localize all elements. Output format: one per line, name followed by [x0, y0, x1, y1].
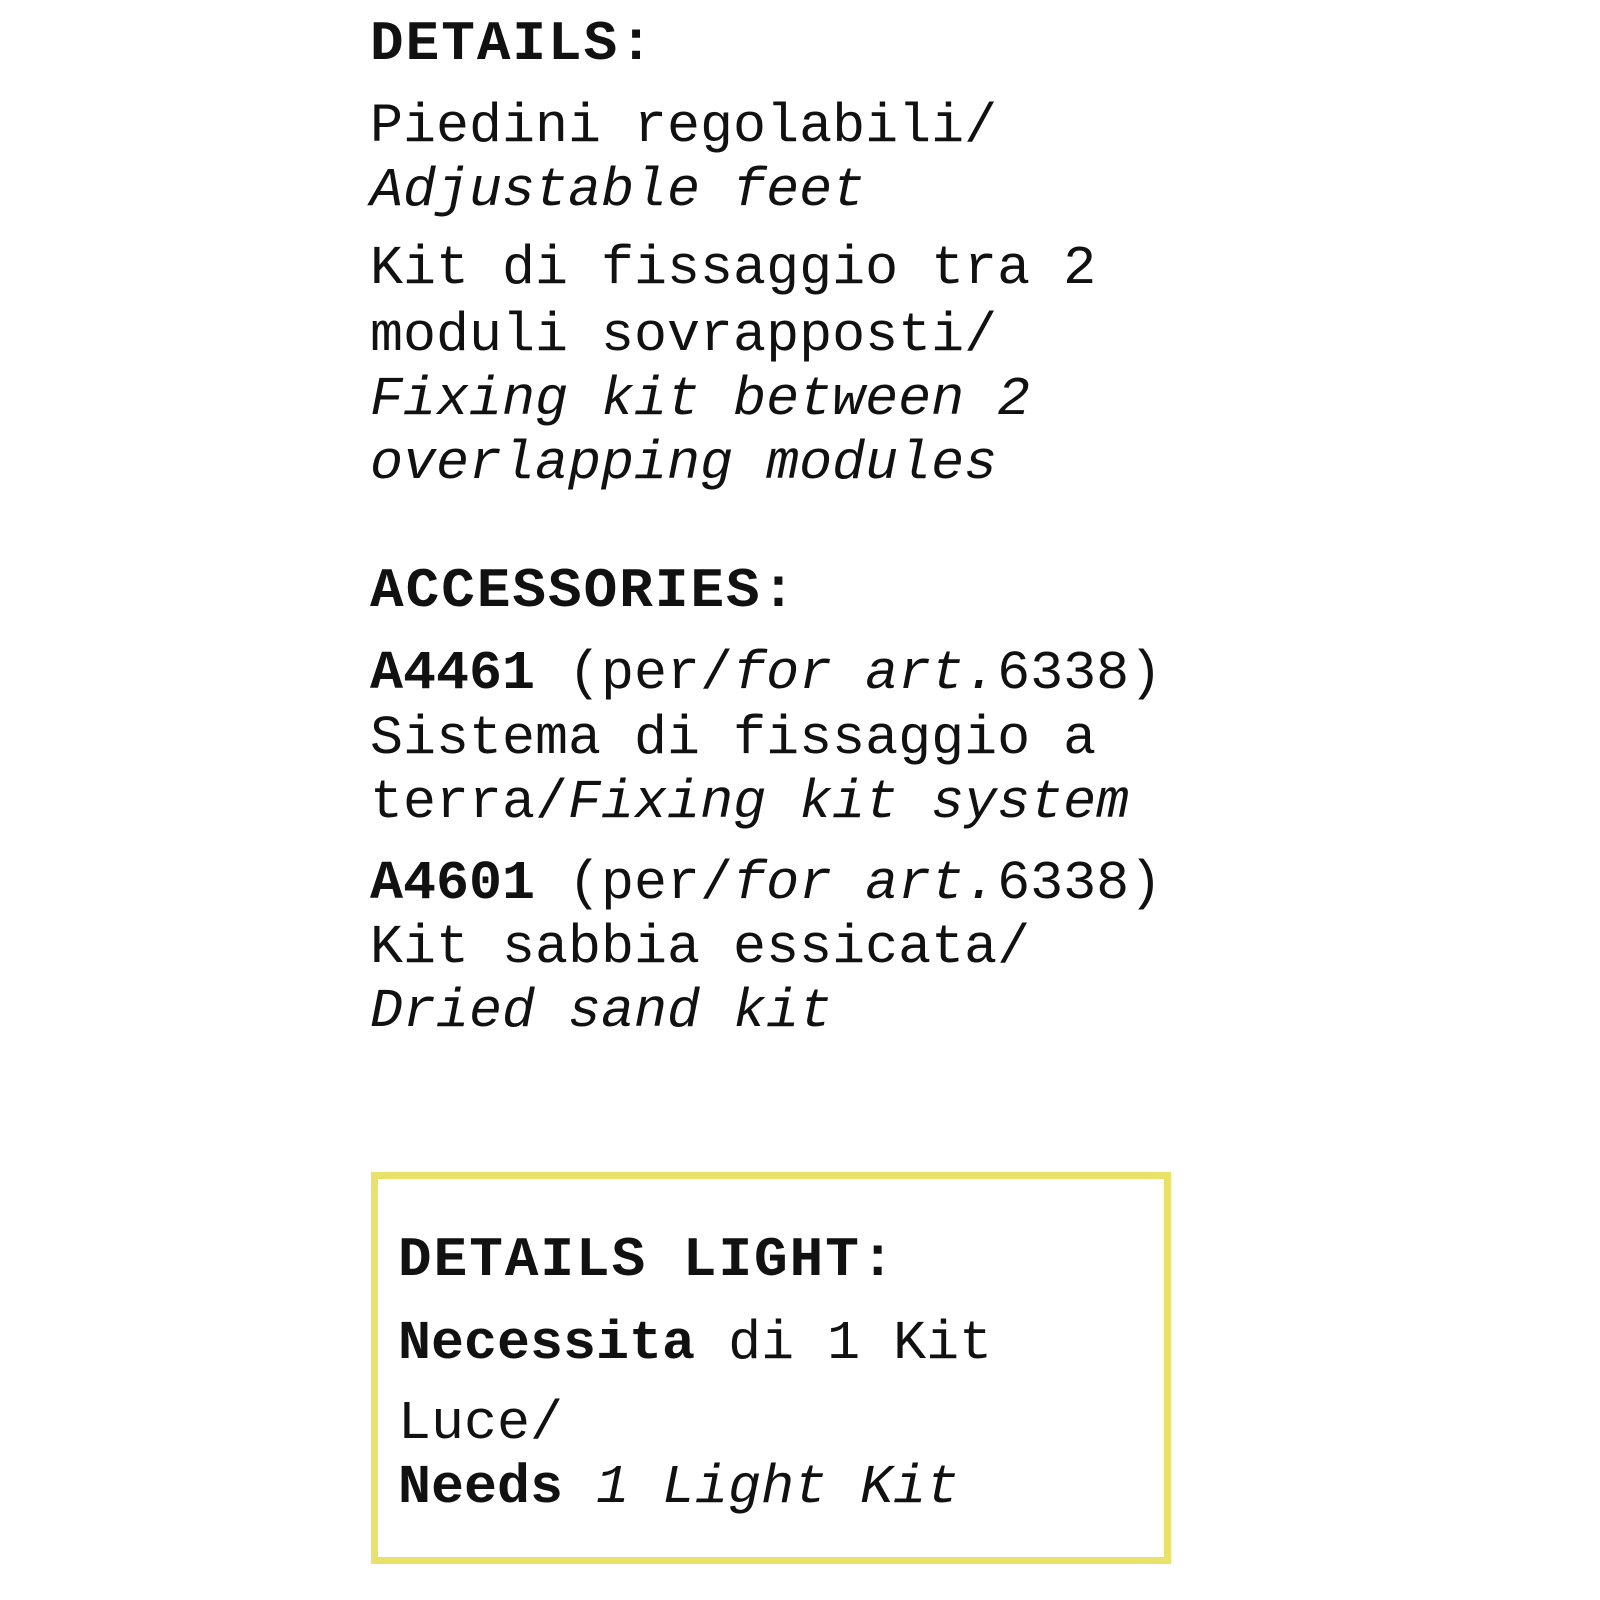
details-heading: DETAILS: [370, 12, 655, 76]
light-kit-italian-line1 [398, 1312, 993, 1375]
accessory-a4601-header [370, 852, 1163, 915]
fixing-kit-english-line1: Fixing kit between 2 [370, 368, 1031, 431]
light-kit-english-bold: Needs [398, 1456, 564, 1519]
adjustable-feet-english: Adjustable feet [370, 159, 866, 222]
accessory-art-number: 6338) [997, 642, 1163, 705]
accessory-a4461-header [370, 642, 1163, 705]
fixing-kit-italian-line2: moduli sovrapposti/ [370, 304, 998, 367]
light-kit-italian-rest: di 1 Kit [695, 1312, 993, 1375]
accessory-for-art: for art. [733, 642, 998, 705]
light-kit-english [398, 1456, 960, 1519]
accessory-per: (per/ [535, 642, 734, 705]
light-kit-italian-bold: Necessita [398, 1312, 696, 1375]
light-kit-english-rest: 1 Light Kit [563, 1456, 960, 1519]
accessory-a4461-italian-end: terra/ [370, 771, 569, 834]
accessory-art-number: 6338) [997, 852, 1163, 915]
light-kit-italian-line2: Luce/ [398, 1392, 564, 1455]
accessory-a4461-mixed [370, 771, 1130, 834]
accessory-a4601-english: Dried sand kit [370, 980, 833, 1043]
details-light-heading: DETAILS LIGHT: [398, 1228, 897, 1292]
fixing-kit-english-line2: overlapping modules [370, 432, 998, 495]
accessory-a4461-english: Fixing kit system [568, 771, 1130, 834]
accessories-heading: ACCESSORIES: [370, 559, 798, 623]
accessory-a4601-italian: Kit sabbia essicata/ [370, 916, 1031, 979]
accessory-a4461-italian: Sistema di fissaggio a [370, 707, 1097, 770]
accessory-code: A4461 [370, 642, 536, 705]
adjustable-feet-italian: Piedini regolabili/ [370, 95, 998, 158]
accessory-for-art: for art. [733, 852, 998, 915]
accessory-code: A4601 [370, 852, 536, 915]
accessory-per: (per/ [535, 852, 734, 915]
fixing-kit-italian-line1: Kit di fissaggio tra 2 [370, 237, 1097, 300]
